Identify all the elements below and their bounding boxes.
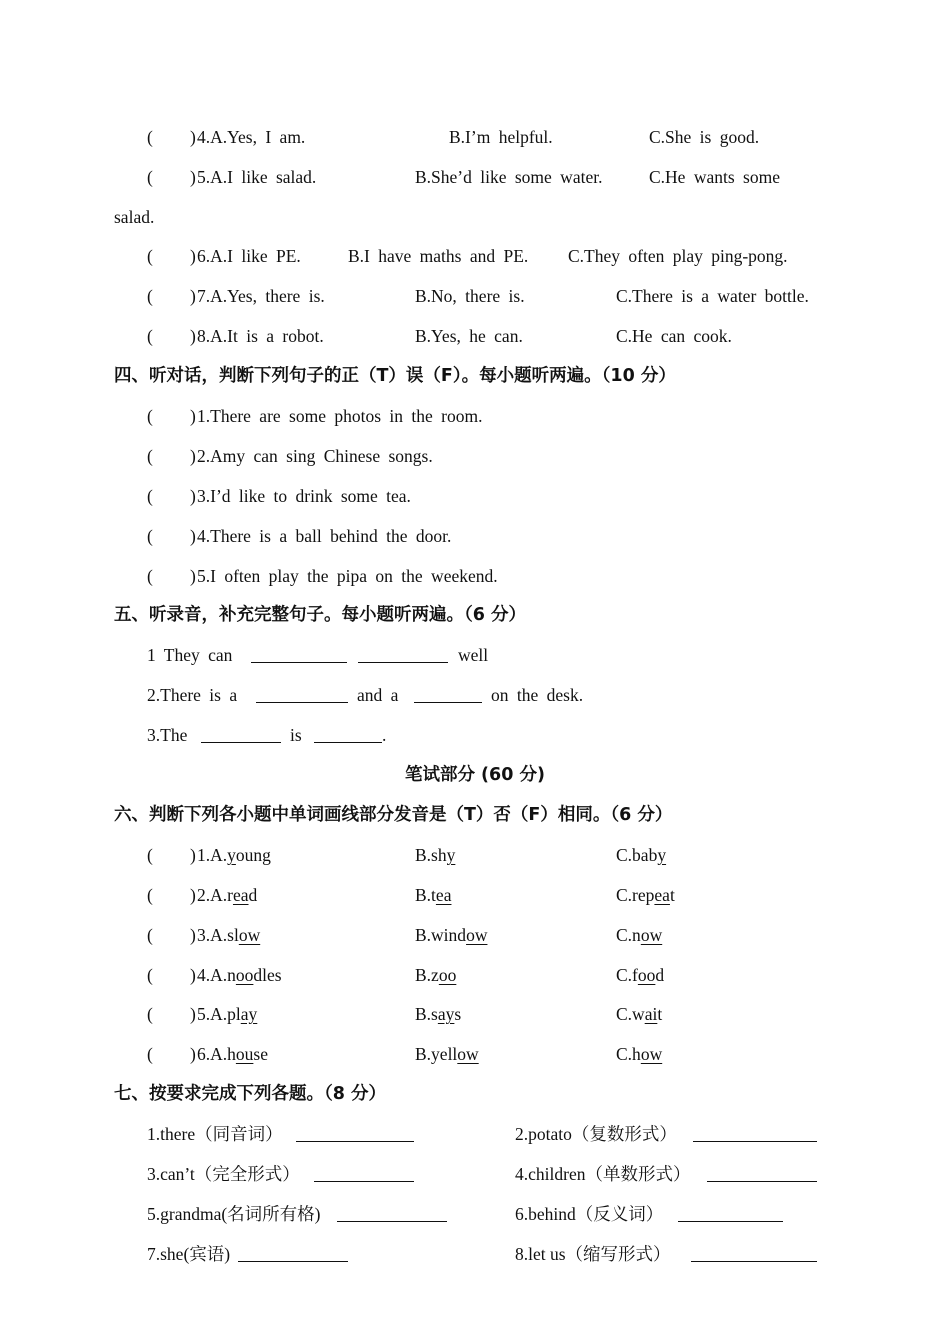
option-a: 7.A.Yes, there is. xyxy=(197,286,325,306)
answer-blank[interactable] xyxy=(296,1125,414,1142)
word-part: se xyxy=(253,1044,268,1064)
answer-paren[interactable]: ( xyxy=(147,526,153,546)
word-part: 4.A.n xyxy=(197,965,236,985)
answer-paren[interactable]: ( xyxy=(147,486,153,506)
answer-paren[interactable]: ( xyxy=(147,1044,153,1064)
option-c-word xyxy=(616,924,662,946)
blank-field[interactable] xyxy=(358,646,448,663)
word-part: t xyxy=(657,1004,663,1024)
answer-paren-close: ) xyxy=(190,486,196,506)
answer-paren[interactable]: ( xyxy=(147,1004,153,1024)
answer-paren-close: ) xyxy=(190,925,196,945)
section5-heading: 五、听录音，补充完整句子。每小题听两遍。（6 分） xyxy=(114,605,527,625)
task-label: 2.potato（复数形式） xyxy=(515,1124,677,1144)
word-part: 5.A.pl xyxy=(197,1004,241,1024)
sentence-mid: is xyxy=(290,725,302,745)
word-part: B.yell xyxy=(415,1044,458,1064)
word-part: dles xyxy=(253,965,282,985)
word-part: oung xyxy=(235,845,271,865)
option-b-word xyxy=(415,964,456,986)
option-a-word xyxy=(197,924,260,946)
answer-paren[interactable]: ( xyxy=(147,446,153,466)
answer-blank[interactable] xyxy=(693,1125,817,1142)
underlined-part: ow xyxy=(640,925,663,945)
answer-paren[interactable]: ( xyxy=(147,566,153,586)
word-part: d xyxy=(248,885,258,905)
underlined-part: oo xyxy=(637,965,656,985)
underlined-part: ow xyxy=(466,925,488,945)
task-label: 3.can’t（完全形式） xyxy=(147,1164,300,1184)
answer-paren[interactable]: ( xyxy=(147,845,153,865)
sentence-start: 2.There is a xyxy=(147,685,238,705)
option-c-word xyxy=(616,844,666,866)
task-label: 8.let us（缩写形式） xyxy=(515,1244,671,1264)
option-b: B.She’d like some water. xyxy=(415,167,603,187)
sentence-end: on the desk. xyxy=(491,685,584,705)
answer-paren-close: ) xyxy=(190,566,196,586)
word-part: C.bab xyxy=(616,845,658,865)
underlined-part: ea xyxy=(654,885,670,905)
underlined-part: ay xyxy=(437,1004,455,1024)
task-label: 4.children（单数形式） xyxy=(515,1164,691,1184)
question-text: ) xyxy=(190,286,196,306)
sentence-mid: and a xyxy=(357,685,399,705)
underlined-part: ow xyxy=(457,1044,479,1064)
option-c: C.She is good. xyxy=(649,127,760,147)
answer-paren[interactable]: ( xyxy=(147,167,153,187)
word-part: C.rep xyxy=(616,885,655,905)
sentence-start: 1 They can xyxy=(147,645,233,665)
section6-heading: 六、判断下列各小题中单词画线部分发音是（T）否（F）相同。（6 分） xyxy=(114,805,673,825)
question-text: ) xyxy=(190,127,196,147)
word-part: 2.A.r xyxy=(197,885,233,905)
word-part: 3.A.sl xyxy=(197,925,239,945)
section4-heading: 四、听对话，判断下列句子的正（T）误（F）。每小题听两遍。（10 分） xyxy=(114,366,676,386)
blank-field[interactable] xyxy=(414,686,482,703)
option-b: B.Yes, he can. xyxy=(415,326,523,346)
sentence-start: 3.The xyxy=(147,725,188,745)
word-part: B.wind xyxy=(415,925,467,945)
blank-field[interactable] xyxy=(314,726,382,743)
option-c-word xyxy=(616,1003,662,1025)
underlined-part: ay xyxy=(240,1004,258,1024)
blank-field[interactable] xyxy=(251,646,347,663)
underlined-part: ow xyxy=(238,925,261,945)
section7-heading: 七、按要求完成下列各题。（8 分） xyxy=(114,1084,387,1104)
underlined-part: ea xyxy=(435,885,452,905)
option-b: B.I have maths and PE. xyxy=(348,246,529,266)
word-part: B.s xyxy=(415,1004,438,1024)
answer-paren-close: ) xyxy=(190,885,196,905)
underlined-part: ai xyxy=(644,1004,658,1024)
option-a-word xyxy=(197,844,271,866)
option-a: 5.A.I like salad. xyxy=(197,167,317,187)
option-c: C.They often play ping-pong. xyxy=(568,246,788,266)
answer-paren-close: ) xyxy=(190,1004,196,1024)
answer-blank[interactable] xyxy=(314,1165,414,1182)
question-text: ) xyxy=(190,326,196,346)
task-label: 5.grandma(名词所有格) xyxy=(147,1204,321,1224)
answer-blank[interactable] xyxy=(337,1205,447,1222)
option-a-word xyxy=(197,964,282,986)
answer-blank[interactable] xyxy=(691,1245,817,1262)
answer-paren[interactable]: ( xyxy=(147,885,153,905)
underlined-part: y xyxy=(227,845,236,865)
option-b-word xyxy=(415,924,487,946)
option-b: B.No, there is. xyxy=(415,286,525,306)
statement-text: 3.I’d like to drink some tea. xyxy=(197,486,411,506)
answer-paren[interactable]: ( xyxy=(147,965,153,985)
underlined-part: y xyxy=(446,845,456,865)
answer-blank[interactable] xyxy=(238,1245,348,1262)
question-text: ) xyxy=(190,167,196,187)
option-a-word xyxy=(197,1003,257,1025)
option-a: 6.A.I like PE. xyxy=(197,246,301,266)
answer-blank[interactable] xyxy=(678,1205,783,1222)
word-part: 6.A.h xyxy=(197,1044,236,1064)
word-part: B.z xyxy=(415,965,439,985)
task-label: 1.there（同音词） xyxy=(147,1124,283,1144)
word-part: t xyxy=(669,885,675,905)
word-part: 1.A. xyxy=(197,845,228,865)
answer-paren-close: ) xyxy=(190,845,196,865)
option-b: B.I’m helpful. xyxy=(449,127,553,147)
answer-paren[interactable]: ( xyxy=(147,127,153,147)
option-a: 4.A.Yes, I am. xyxy=(197,127,306,147)
underlined-part: ow xyxy=(640,1044,663,1064)
option-c-word xyxy=(616,1043,662,1065)
underlined-part: y xyxy=(657,845,667,865)
word-part: d xyxy=(655,965,665,985)
answer-paren[interactable]: ( xyxy=(147,246,153,266)
question-text: ) xyxy=(190,246,196,266)
task-label: 6.behind（反义词） xyxy=(515,1204,664,1224)
blank-field[interactable] xyxy=(201,726,281,743)
answer-blank[interactable] xyxy=(707,1165,817,1182)
blank-field[interactable] xyxy=(256,686,348,703)
underlined-part: ou xyxy=(235,1044,254,1064)
word-part: B.t xyxy=(415,885,436,905)
answer-paren-close: ) xyxy=(190,446,196,466)
answer-paren-close: ) xyxy=(190,965,196,985)
answer-paren[interactable]: ( xyxy=(147,286,153,306)
sentence-end: well xyxy=(458,645,489,665)
option-a: 8.A.It is a robot. xyxy=(197,326,324,346)
option-c: C.He wants some xyxy=(649,167,780,187)
underlined-part: oo xyxy=(235,965,254,985)
option-c-wrap: salad. xyxy=(114,207,155,227)
underlined-part: ea xyxy=(232,885,249,905)
word-part: C.n xyxy=(616,925,641,945)
statement-text: 1.There are some photos in the room. xyxy=(197,406,483,426)
word-part: C.w xyxy=(616,1004,645,1024)
answer-paren-close: ) xyxy=(190,526,196,546)
statement-text: 2.Amy can sing Chinese songs. xyxy=(197,446,433,466)
option-c-word xyxy=(616,964,664,986)
option-b-word xyxy=(415,884,451,906)
word-part: C.f xyxy=(616,965,638,985)
written-part-title: 笔试部分 (60 分) xyxy=(404,765,546,785)
option-c: C.He can cook. xyxy=(616,326,732,346)
answer-paren-close: ) xyxy=(190,1044,196,1064)
option-b-word xyxy=(415,844,455,866)
word-part: C.h xyxy=(616,1044,641,1064)
option-a-word xyxy=(197,1043,268,1065)
underlined-part: oo xyxy=(438,965,457,985)
option-a-word xyxy=(197,884,257,906)
task-label: 7.she(宾语) xyxy=(147,1244,231,1264)
answer-paren-close: ) xyxy=(190,406,196,426)
option-c: C.There is a water bottle. xyxy=(616,286,809,306)
option-b-word xyxy=(415,1043,479,1065)
word-part: B.sh xyxy=(415,845,447,865)
answer-paren[interactable]: ( xyxy=(147,406,153,426)
option-b-word xyxy=(415,1003,461,1025)
word-part: s xyxy=(454,1004,462,1024)
statement-text: 4.There is a ball behind the door. xyxy=(197,526,452,546)
answer-paren[interactable]: ( xyxy=(147,326,153,346)
sentence-end: . xyxy=(382,725,387,745)
option-c-word xyxy=(616,884,675,906)
statement-text: 5.I often play the pipa on the weekend. xyxy=(197,566,498,586)
answer-paren[interactable]: ( xyxy=(147,925,153,945)
